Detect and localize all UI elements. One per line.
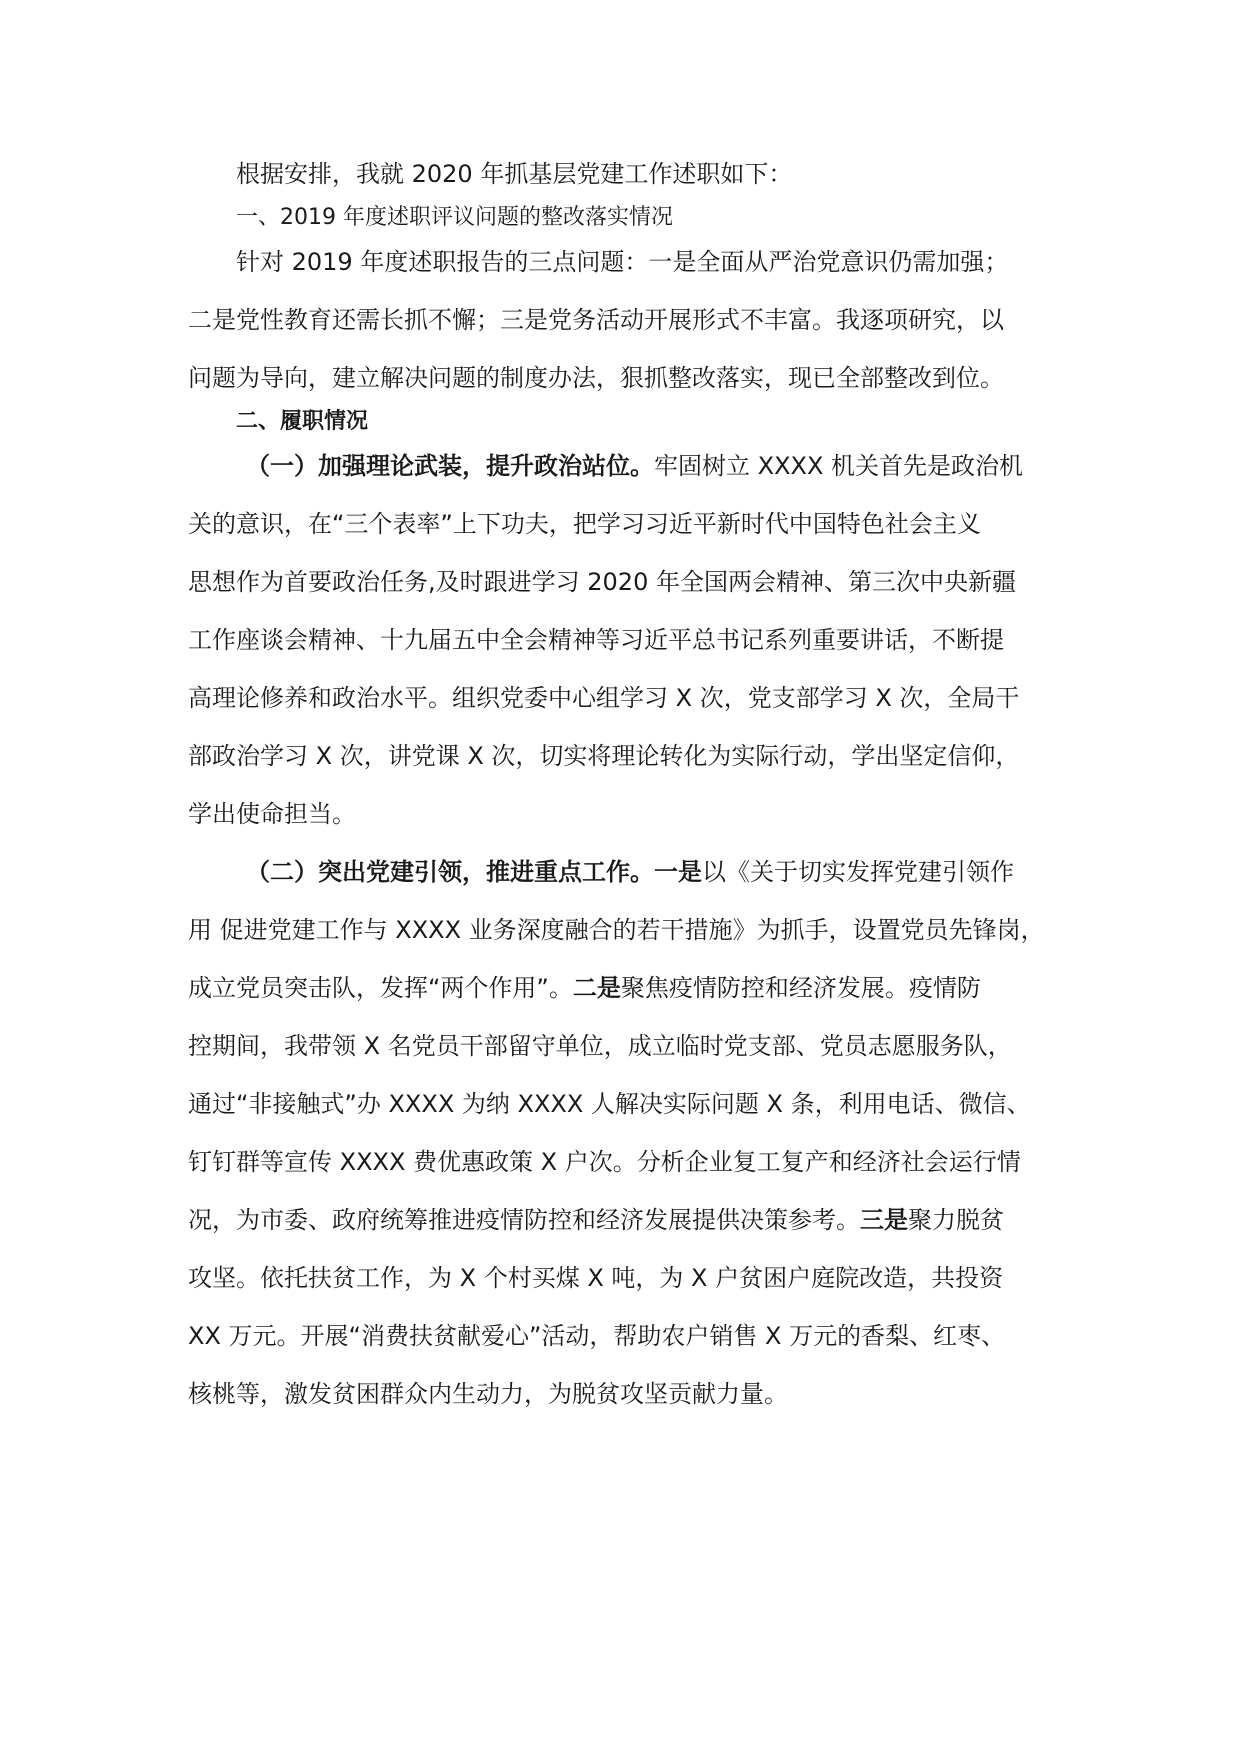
part-1-line-2: 关的意识，在“三个表率”上下功夫，把学习习近平新时代中国特色社会主义 <box>188 510 981 538</box>
part-2-line-4: 控期间，我带领 X 名党员干部留守单位，成立临时党支部、党员志愿服务队， <box>188 1032 1012 1060</box>
part-2-title: （二）突出党建引领，推进重点工作。 <box>246 858 654 886</box>
part-1-line-5: 高理论修养和政治水平。组织党委中心组学习 X 次，党支部学习 X 次，全局干 <box>188 684 1020 712</box>
section-1-line-2: 二是党性教育还需长抓不懈；三是党务活动开展形式不丰富。我逐项研究，以 <box>188 306 1004 334</box>
part-1-line-3: 思想作为首要政治任务,及时跟进学习 2020 年全国两会精神、第三次中央新疆 <box>188 568 1016 596</box>
section-1-line-1: 针对 2019 年度述职报告的三点问题：一是全面从严治党意识仍需加强； <box>236 248 1009 276</box>
part-2-line-7 <box>188 1204 1068 1236</box>
section-2-heading: 二、履职情况 <box>236 409 369 434</box>
part-1-line-6: 部政治学习 X 次，讲党课 X 次，切实将理论转化为实际行动，学出坚定信仰， <box>188 742 1020 770</box>
part-1-line-1-rest: 牢固树立 XXXX 机关首先是政治机 <box>654 452 1024 480</box>
section-1-heading: 一、2019 年度述职评议问题的整改落实情况 <box>236 205 673 230</box>
part-2-line-3 <box>188 972 1068 1004</box>
part-2-line-1-rest: 以《关于切实发挥党建引领作 <box>702 858 1014 886</box>
part-2-line-8: 攻坚。依托扶贫工作，为 X 个村买煤 X 吨，为 X 户贫困户庭院改造，共投资 <box>188 1264 1004 1292</box>
part-2-line-3-b: 聚焦疫情防控和经济发展。疫情防 <box>620 974 981 1002</box>
part-2-line-6: 钉钉群等宣传 XXXX 费优惠政策 X 户次。分析企业复工复产和经济社会运行情 <box>188 1148 1021 1176</box>
part-2-line-2: 用 促进党建工作与 XXXX 业务深度融合的若干措施》为抓手，设置党员先锋岗， <box>188 916 1045 944</box>
part-2-line-7-a: 况，为市委、政府统筹推进疫情防控和经济发展提供决策参考。 <box>188 1206 860 1234</box>
part-2-marker-3: 三是 <box>860 1206 908 1234</box>
part-2-marker-2: 二是 <box>572 974 621 1002</box>
part-2-line-5: 通过“非接触式”办 XXXX 为纳 XXXX 人解决实际问题 X 条，利用电话、微信、 <box>188 1090 1031 1118</box>
part-1-title: （一）加强理论武装，提升政治站位。 <box>246 452 654 480</box>
section-1-line-3: 问题为导向，建立解决问题的制度办法，狠抓整改落实，现已全部整改到位。 <box>188 364 1004 392</box>
part-2-marker-1: 一是 <box>654 858 702 886</box>
part-2-line-1 <box>246 856 1126 888</box>
part-2-line-10: 核桃等，激发贫困群众内生动力，为脱贫攻坚贡献力量。 <box>188 1380 788 1408</box>
opening-line: 根据安排，我就 2020 年抓基层党建工作述职如下： <box>236 160 793 188</box>
part-2-line-9: XX 万元。开展“消费扶贫献爱心”活动，帮助农户销售 X 万元的香梨、红枣、 <box>188 1322 1006 1350</box>
part-1-line-1 <box>246 450 1126 482</box>
part-1-line-7: 学出使命担当。 <box>188 800 356 828</box>
part-2-line-7-b: 聚力脱贫 <box>908 1206 1004 1234</box>
part-2-line-3-a: 成立党员突击队，发挥“两个作用”。 <box>188 974 573 1002</box>
part-1-line-4: 工作座谈会精神、十九届五中全会精神等习近平总书记系列重要讲话，不断提 <box>188 626 1004 654</box>
